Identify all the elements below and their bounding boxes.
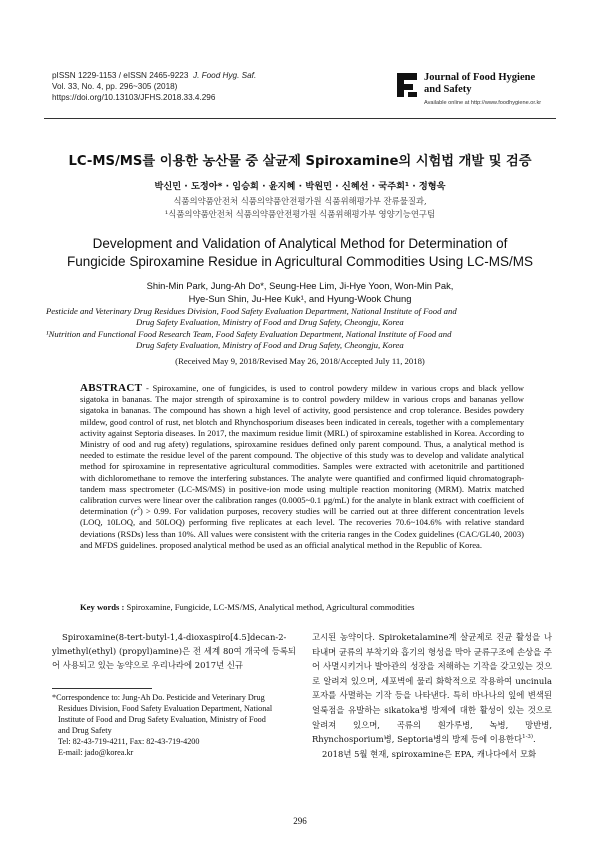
issn-text: pISSN 1229-1153 / eISSN 2465-9223 bbox=[52, 71, 189, 80]
correspondence-footnote: *Correspondence to: Jung-Ah Do. Pesticide and Veterinary Drug Residues Division, Food Safety Evaluation Department, National Institute of Food and Drug Safety Evaluation, Ministry of Food and Drug Safety Tel: 82-43-719-4211, Fax: 82-43-719-4200 E-mail: jado@korea.kr bbox=[52, 692, 298, 758]
abstract-heading: ABSTRACT bbox=[80, 382, 143, 394]
title-english: Development and Validation of Analytical Method for Determination of Fungicide Spiroxamine Residue in Agricultural Commodities Using LC-MS/MS bbox=[67, 236, 533, 269]
body-column-left bbox=[52, 630, 296, 673]
journal-logo bbox=[394, 70, 584, 112]
journal-header bbox=[52, 70, 256, 103]
header-rule bbox=[44, 118, 556, 119]
keywords-label: Key words : bbox=[80, 602, 125, 612]
journal-url[interactable]: Available online at http://www.foodhygiene.or.kr bbox=[424, 100, 542, 106]
keywords bbox=[80, 602, 540, 612]
affiliation-korean-1: 식품의약품안전처 식품의약품안전평가원 식품위해평가부 잔류물질과, bbox=[173, 196, 427, 206]
received-dates: (Received May 9, 2018/Revised May 26, 2018/Accepted July 11, 2018) bbox=[175, 356, 425, 366]
abstract: ABSTRACT - Spiroxamine, one of fungicides, is used to control powdery mildew in various crops and black yellow sigatoka in bananas. The major strength of spiroxamine is to control powdery mildew in various crops and bananas yellow sigatoka in bananas. The compound has shown a high level of activity, good persistence and crop tolerance. Besides powdery mildew, good control of rust, net blotch and Rhynchosporium diseases been indicated in cereals, together with a complementary activity against Septoria diseases. In 2017, the maximum residue limit (MRL) of spiroxamine established in Korea. According to Ministry of ood and rug afety) regulations, spiroxamine residues defined only parent compound. Thus, a analytical method is needed to estimate the residue level of the parent compound. The objective of this study was to develop and validate analytical method for spiroxamine in representative agricultural commodities. Samples were extracted with acetonitrile and partitioned with dichloromethane to remove the interfering substances. The analyte were quantified and confirmed liquid chromatograph-tandem mass spectrometer (LC-MS/MS) in positive-ion mode using multiple reaction monitoring (MRM). Matrix matched calibration curves were linear over the calibration ranges (0.0005~0.1 μg/mL) for the analyte in blank extract with coefficient of determination $(r^2) > 0.99$. For validation purposes, recovery studies will be carried out at three different concentration levels (LOQ, 10LOQ, and 50LOQ) performing five replicates at each level. The recoveries 70.6~104.6% with relative standard deviations (RSDs) less than 10%. All values were consistent with the criteria ranges in the Codex guidelines (CAC/GL40, 2003) and MFDS guidelines. proposed analytical method be used as an official analytical method in the Republic of Korea. bbox=[80, 382, 524, 550]
body-paragraph: 고시된 농약이다. Spiroketalamine계 살균제로 진균 활성을 나타내며 균류의 부착기와 흡기의 형성을 막아 균류구조에 손상을 주어 사멸시키거나 발아관의 성장을 저해하는 기작을 갖고있는 것으로 알려져 있으며, 세포벽에 물리 화학적으로 작용하여 uncinula포자를 사멸하는 기작 등을 나타낸다. 특히 바나나의 잎에 변색된 얼룩점을 유발하는 sikatoka병 방제에 대한 활성이 있는 것으로 알려져 있으며, 곡류의 흰가루병, 녹병, 망반병, Rhynchosporium병, Septoria병의 방제 등에 이용한다$^{1-3)}$. bbox=[312, 632, 552, 745]
body-paragraph: Spiroxamine(8-tert-butyl-1,4-dioxaspiro[4.5]decan-2-ylmethyl(ethyl) (propyl)amine)은 전 세계 80여 개국에 등록되어 사용되고 있는 농약으로 우리나라에 2017년 신규 bbox=[52, 632, 296, 671]
citation-ref: 1-3) bbox=[522, 734, 534, 741]
authors-english: Shin-Min Park, Jung-Ah Do*, Seung-Hee Lim, Ji-Hye Yoon, Won-Min Pak, Hye-Sun Shin, Ju-Hee Kuk¹, and Hyung-Wook Chung bbox=[146, 280, 454, 304]
title-korean: LC-MS/MS를 이용한 농산물 중 살균제 Spiroxamine의 시험법 개발 및 검증 bbox=[68, 154, 532, 169]
body-paragraph: 2018년 5월 현재, spiroxamine은 EPA, 캐나다에서 모화 bbox=[322, 748, 537, 759]
page-number: 296 bbox=[293, 816, 307, 826]
keywords-value: Spiroxamine, Fungicide, LC-MS/MS, Analytical method, Agricultural commodities bbox=[124, 602, 415, 612]
email-link[interactable]: E-mail: jado@korea.kr bbox=[58, 748, 134, 757]
journal-abbrev: J. Food Hyg. Saf. bbox=[192, 71, 257, 80]
authors-korean: 박신민 · 도정아* · 임승희 · 윤지혜 · 박원민 · 신혜선 · 국주희¹ · 정형욱 bbox=[154, 181, 446, 192]
volume-text: Vol. 33, No. 4, pp. 296~305 (2018) bbox=[52, 82, 178, 91]
affiliation-korean-2: ¹식품의약품안전처 식품의약품안전평가원 식품위해평가부 영양기능연구팀 bbox=[164, 209, 436, 219]
doi-link[interactable]: https://doi.org/10.13103/JFHS.2018.33.4.296 bbox=[52, 93, 216, 102]
affiliation-english: Pesticide and Veterinary Drug Residues Division, Food Safety Evaluation Department, National Institute of Food and Drug Safety Evaluation, Ministry of Food and Drug Safety, Cheongju, Korea ¹Nutrition and Functional Food Research Team, Food Safety Evaluation Department, National Institute of Food and Drug Safety Evaluation, Ministry of Food and Drug Safety, Cheongju, Korea bbox=[46, 306, 457, 351]
body-column-right bbox=[312, 630, 552, 761]
journal-logo-title: Journal of Food Hygiene and Safety bbox=[424, 72, 536, 95]
footnote-rule bbox=[52, 688, 152, 689]
journal-logo-icon bbox=[394, 70, 420, 100]
